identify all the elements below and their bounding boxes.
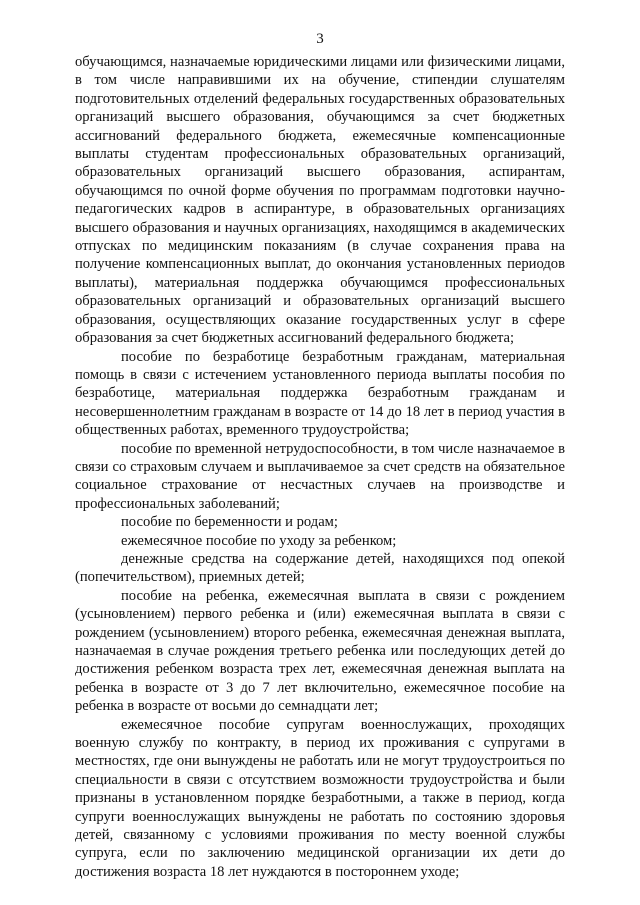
page-number: 3 bbox=[316, 31, 324, 47]
paragraph-guardianship-funds: денежные средства на содержание детей, находящихся под опекой (попечительством), приемных детей; bbox=[75, 550, 565, 586]
paragraph-unemployment-benefit: пособие по безработице безработным гражданам, материальная помощь в связи с истечением установленного периода выплаты пособия по безработице, материальная поддержка безработным гражданам и несовершеннолетним гражданам в возрасте от 14 до 18 лет в период участия в общественных работах, временного трудоустройства; bbox=[75, 348, 565, 439]
paragraph-maternity-benefit: пособие по беременности и родам; bbox=[121, 514, 338, 531]
paragraph-military-spouse-allowance: ежемесячное пособие супругам военнослужащих, проходящих военную службу по контракту, в период их проживания с супругами в местностях, где они вынуждены не работать или не могут трудоустроиться по специальности в связи с отсутствием возможности трудоустройства и были признаны в установленном порядке безработными, а также в период, когда супруги военнослужащих вынуждены не работать по состоянию здоровья детей, связанному с условиями проживания по месту военной службы супруга, если по заключению медицинской организации их дети до достижения возраста 18 лет нуждаются в постороннем уходе; bbox=[75, 716, 565, 880]
paragraph-child-benefit: пособие на ребенка, ежемесячная выплата в связи с рождением (усыновлением) первого ребенка и (или) ежемесячная выплата в связи с рождением (усыновлением) второго ребенка, ежемесячная денежная выплата, назначаемая в случае рождения третьего ребенка или последующих детей до достижения ребенком возраста трех лет, ежемесячная денежная выплата на ребенка в возрасте от 3 до 7 лет включительно, ежемесячное пособие на ребенка в возрасте от восьми до семнадцати лет; bbox=[75, 587, 565, 715]
document-body bbox=[75, 53, 565, 881]
paragraph-stipends: обучающимся, назначаемые юридическими лицами или физическими лицами, в том числе направившими их на обучение, стипендии слушателям подготовительных отделений федеральных государственных образовательных организаций высшего образования, обучающимся за счет бюджетных ассигнований федерального бюджета, ежемесячные компенсационные выплаты студентам профессиональных образовательных организаций, образовательных организаций высшего образования, аспирантам, обучающимся по очной форме обучения по программам подготовки научно-педагогических кадров в аспирантуре, в образовательных организациях высшего образования и научных организациях, находящимся в академических отпусках по медицинским показаниям (в случае сохранения права на получение компенсационных выплат, до окончания установленных периодов выплаты), материальная поддержка обучающимся профессиональных образовательных организаций и образовательных организаций высшего образования, осуществляющих оказание государственных услуг в сфере образования за счет бюджетных ассигнований федерального бюджета; bbox=[75, 54, 565, 347]
paragraph-childcare-allowance: ежемесячное пособие по уходу за ребенком; bbox=[121, 532, 397, 549]
paragraph-sick-leave-benefit: пособие по временной нетрудоспособности, в том числе назначаемое в связи со страховым случаем и выплачиваемое за счет средств на обязательное социальное страхование от несчастных случаев на производстве и профессиональных заболеваний; bbox=[75, 440, 565, 512]
